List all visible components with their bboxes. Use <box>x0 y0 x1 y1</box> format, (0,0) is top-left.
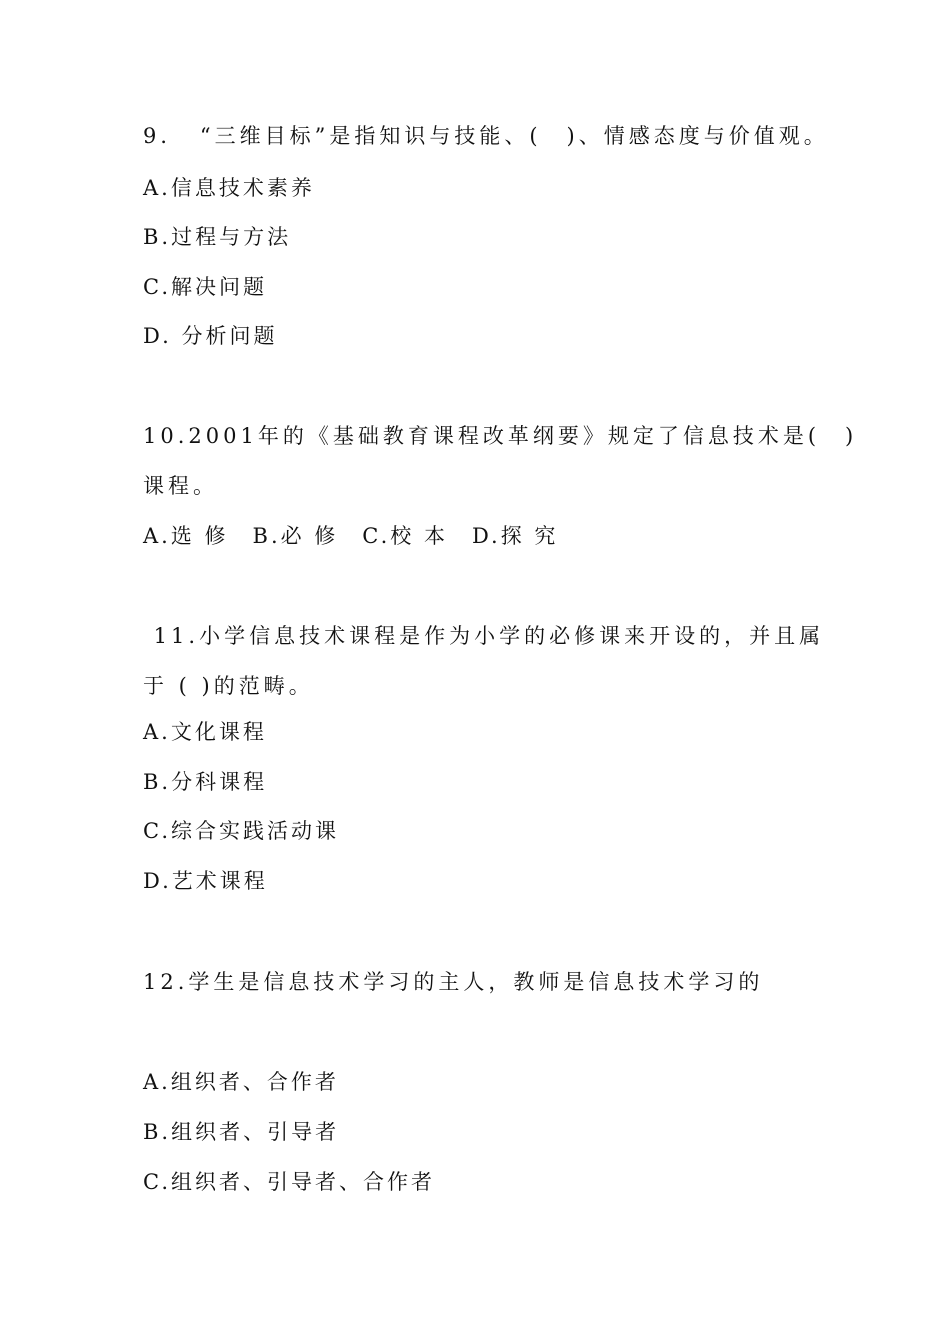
question-9-stem: 9． “三维目标”是指知识与技能、( )、情感态度与价值观。 <box>143 124 829 148</box>
question-11-stem-line1: 11.小学信息技术课程是作为小学的必修课来开设的，并且属 <box>143 624 825 648</box>
question-12-option-c: C.组织者、引导者、合作者 <box>143 1170 435 1194</box>
question-12-option-a: A.组织者、合作者 <box>143 1070 339 1094</box>
question-11-stem-line2: 于 ( )的范畴。 <box>143 674 314 698</box>
question-11-option-a: A.文化课程 <box>143 720 267 744</box>
question-9-option-c: C.解决问题 <box>143 275 267 299</box>
question-12-stem: 12.学生是信息技术学习的主人，教师是信息技术学习的 <box>143 970 764 994</box>
question-11-option-b: B.分科课程 <box>143 770 268 794</box>
question-9-option-b: B.过程与方法 <box>143 225 292 249</box>
question-10-stem-line2: 课程。 <box>143 474 218 498</box>
question-12-option-b: B.组织者、引导者 <box>143 1120 340 1144</box>
question-9-option-d: D. 分析问题 <box>143 324 278 348</box>
question-9-option-a: A.信息技术素养 <box>143 176 315 200</box>
question-11-option-d: D.艺术课程 <box>143 869 268 893</box>
question-10-stem-line1: 10.2001年的《基础教育课程改革纲要》规定了信息技术是( ) <box>143 424 858 448</box>
question-11-option-c: C.综合实践活动课 <box>143 819 339 843</box>
question-10-options: A.选 修 B.必 修 C.校 本 D.探 究 <box>143 524 559 548</box>
